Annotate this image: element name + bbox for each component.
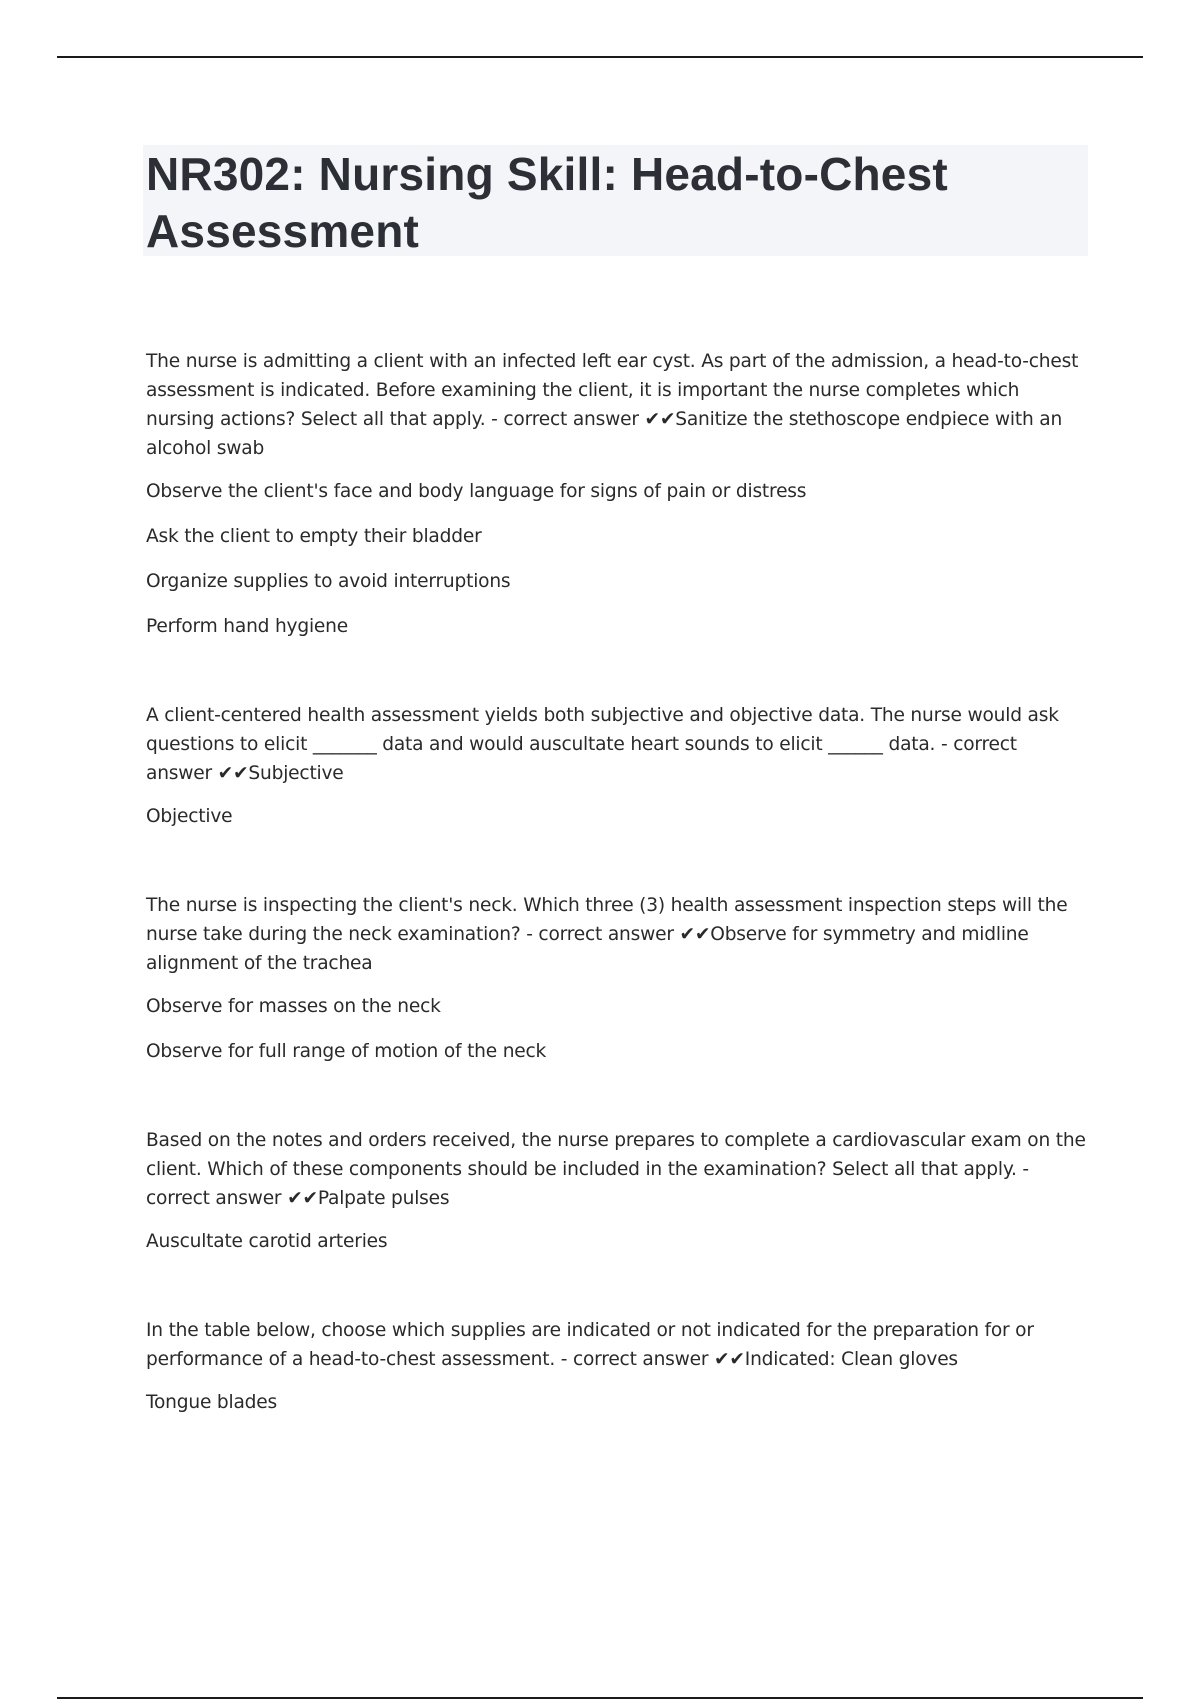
question-text: A client-centered health assessment yields both subjective and objective data. The nurse would ask questions to elicit _______ data and would auscultate heart sounds to elicit ______ data. - correct answer ✔✔Subjective [146,705,1059,784]
qa-item [146,1316,1086,1417]
answer-text: Observe the client's face and body language for signs of pain or distress [146,481,807,502]
answer-text: Observe for full range of motion of the neck [146,1041,547,1062]
question-text: The nurse is inspecting the client's neck. Which three (3) health assessment inspection steps will the nurse take during the neck examination? - correct answer ✔✔Observe for symmetry and midline alignment of the trachea [146,895,1068,974]
answer-text: Organize supplies to avoid interruptions [146,571,511,592]
answer-text: Perform hand hygiene [146,616,348,637]
bottom-rule [57,1697,1143,1699]
question-text: The nurse is admitting a client with an infected left ear cyst. As part of the admission, a head-to-chest assessment is indicated. Before examining the client, it is important the nurse completes which nursing actions? Select all that apply. - correct answer ✔✔Sanitize the stethoscope endpiece with an alcohol swab [146,351,1079,459]
answer-text: Ask the client to empty their bladder [146,526,482,547]
answer-text: Tongue blades [146,1392,277,1413]
question-text: Based on the notes and orders received, the nurse prepares to complete a cardiovascular exam on the client. Which of these components should be included in the examination? Select all that apply. - correct answer ✔✔Palpate pulses [146,1130,1086,1209]
answer-text: Auscultate carotid arteries [146,1231,388,1252]
page-title: NR302: Nursing Skill: Head-to-Chest Assessment [146,148,948,257]
qa-list [146,347,1086,1477]
answer-text: Objective [146,806,233,827]
qa-item [146,891,1086,1066]
answer-text: Observe for masses on the neck [146,996,441,1017]
title-banner [143,145,1088,256]
question-text: In the table below, choose which supplies are indicated or not indicated for the preparation for or performance of a head-to-chest assessment. - correct answer ✔✔Indicated: Clean gloves [146,1320,1034,1370]
qa-item [146,347,1086,641]
qa-item [146,1126,1086,1256]
qa-item [146,701,1086,831]
top-rule [57,56,1143,58]
